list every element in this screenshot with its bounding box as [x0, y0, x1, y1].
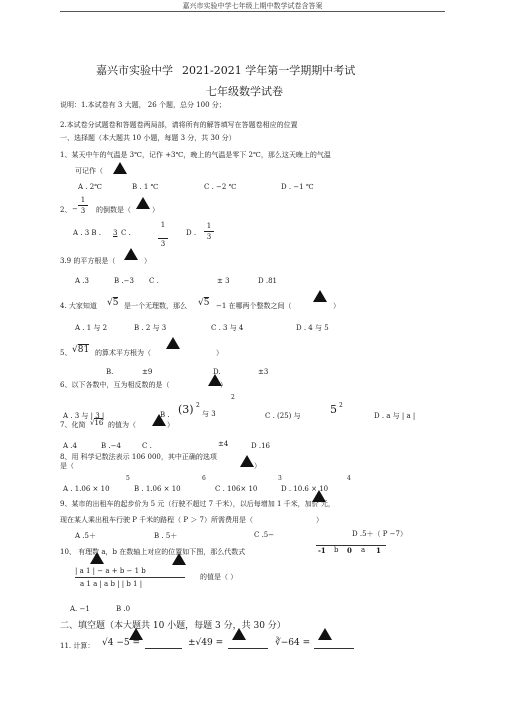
- tick-1: 1: [376, 546, 381, 555]
- q6-opt-c-exp: 2: [339, 402, 343, 409]
- q10-tail: 的值是（ ）: [200, 573, 238, 581]
- q2-opt-b-num: 3: [113, 229, 118, 237]
- answer-triangle-icon: [318, 628, 332, 640]
- q4-opt-b: B . 2 与 3: [134, 324, 167, 332]
- q10-expr-bottom: a 1 a | a b | | b 1 |: [80, 580, 143, 588]
- q3-opt-d: D .81: [258, 277, 277, 285]
- q11-blank-a: [145, 648, 182, 649]
- q9-opt-c: C .5−: [254, 531, 275, 539]
- q6-opt-b-exp-2: 2: [231, 394, 235, 401]
- q9-opt-d: D .5＋（ P −7）: [352, 530, 407, 538]
- q1-stem: 1、某天中午的气温是 3℃，记作 +3℃，晚上的气温是零下 2℃，那么这天晚上的气温: [60, 151, 331, 159]
- q1-opt-d: D . −1 ℃: [281, 183, 314, 191]
- q3-opt-a: A .3: [75, 277, 89, 285]
- q11-part-a: √4 −5 =: [102, 638, 140, 648]
- q5-opt-b: B.: [106, 368, 114, 376]
- q5-stem: 的算术平方根为（: [95, 349, 151, 357]
- q4-opt-a: A . 1 与 2: [75, 324, 108, 332]
- q4-opt-d: D . 4 与 5: [296, 324, 329, 332]
- q9-opt-b: B . 5＋: [154, 532, 178, 540]
- q6-opt-b: B .: [160, 411, 170, 419]
- answer-triangle-icon: [240, 455, 254, 467]
- q6-opt-c-expr: 5: [330, 403, 337, 416]
- q7-opt-b: B .−4: [101, 442, 121, 450]
- q10-stem: 10、 有理数 a，b 在数轴上对应的位置如下图，那么代数式: [60, 548, 246, 556]
- section-2-heading: 二、填空题（本大题共 10 小题，每题 3 分，共 30 分）: [60, 621, 286, 631]
- q10-expr-top: | a 1 | − a + b − 1 b: [75, 567, 146, 575]
- q8-close: ）: [254, 462, 261, 470]
- q6-opt-d: D . a 与 | a |: [374, 412, 416, 420]
- q7-radical: √16: [90, 419, 104, 427]
- q11-part-c: ∛−64 =: [275, 638, 311, 648]
- tick-0: 0: [347, 546, 352, 555]
- q9-line-2: 现在某人乘出租车行驶 P 千米的路程（ P ＞ 7）所需费用是（: [60, 516, 253, 524]
- q11-blank-c: [314, 648, 354, 649]
- q3-stem: 3.9 的平方根是（: [60, 257, 116, 265]
- q8-opt-d: D . 10.6 × 10: [281, 485, 329, 493]
- tick-minus-1: -1: [318, 546, 326, 555]
- q2-opt-d-fraction: [204, 222, 214, 241]
- q6-stem: 6、以下各数中，互为相反数的是（: [60, 381, 170, 389]
- q2-frac-num: 1: [80, 196, 86, 204]
- q1-opt-a: A . 2℃: [78, 183, 103, 191]
- q8-opt-c: C . 106× 10: [215, 485, 258, 493]
- q5-radical: √81: [72, 345, 90, 355]
- q8-opt-b: B . 1.06 × 10: [134, 485, 181, 493]
- q2-num: 2、: [60, 206, 72, 214]
- q11-stem: 11. 计算：: [60, 642, 95, 650]
- q5-opt-d-value: ±3: [258, 368, 269, 376]
- q4-close: ）: [333, 302, 340, 310]
- q7-stem-a: 7、化简: [60, 421, 86, 429]
- q3-close: ）: [144, 257, 151, 265]
- q8-exp-d: 4: [347, 475, 351, 482]
- q3-opt-c: C .: [149, 277, 159, 285]
- q6-opt-b-tail: 与 3: [202, 410, 216, 418]
- q2-opt-a: A . 3 B .: [73, 229, 102, 237]
- q7-opt-d: D .16: [251, 442, 270, 450]
- q6-opt-b-exp: 2: [196, 402, 200, 409]
- header-rule: [60, 11, 445, 12]
- section-1-heading: 一、选择题（本大题共 10 小题，每题 3 分，共 30 分）: [60, 134, 236, 142]
- answer-triangle-icon: [313, 290, 327, 302]
- q8-exp-c: 3: [278, 475, 282, 482]
- q2-stem: 的倒数是（: [96, 206, 131, 214]
- q10-fraction-bar: [75, 577, 185, 578]
- q8-stem: 8、用 科学记数法表示 106 000，其中正确的选项: [60, 453, 217, 461]
- answer-triangle-icon: [312, 490, 326, 502]
- answer-triangle-icon: [166, 337, 180, 349]
- q5-opt-b-value: ±9: [142, 368, 153, 376]
- q2-opt-d-den: 3: [206, 233, 212, 241]
- q4-opt-c: C . 3 与 4: [211, 324, 244, 332]
- answer-triangle-icon: [232, 628, 246, 640]
- q2-opt-d: D .: [186, 229, 197, 237]
- answer-triangle-icon: [113, 162, 127, 174]
- q8-exp-b: 6: [202, 475, 206, 482]
- answer-triangle-icon: [172, 553, 186, 565]
- q7-stem-b: 的值为（: [108, 421, 136, 429]
- tick-a: a: [361, 546, 366, 554]
- q7-opt-c-value: ±4: [218, 440, 229, 448]
- q6-opt-a: A . 3 与 | 3 |: [63, 412, 105, 420]
- q2-minus: −: [72, 205, 78, 213]
- q1-opt-b: B . 1 ℃: [132, 183, 159, 191]
- q9-line-1: 9、某市的出租车的起步价为 5 元（行驶不超过 7 千米），以后每增加 1 千米，加价 元，: [60, 500, 335, 508]
- q2-opt-d-num: 1: [206, 222, 212, 230]
- q2-frac-den: 3: [80, 207, 86, 215]
- exam-title: 2021-2021 学年第一学期期中考试: [182, 64, 356, 77]
- q2-opt-c-fraction: [158, 221, 168, 248]
- q2-fraction: [78, 196, 88, 215]
- answer-triangle-icon: [152, 414, 166, 426]
- q4-stem-a: 4. 大家知道: [60, 302, 97, 310]
- answer-triangle-icon: [124, 248, 138, 260]
- q9-opt-a: A .5＋: [75, 532, 96, 540]
- q2-close: ）: [152, 206, 159, 214]
- q11-blank-b: [228, 648, 268, 649]
- note-1: 说明：1.本试卷有 3 大题， 26 个题，总分 100 分；: [60, 101, 226, 109]
- answer-triangle-icon: [136, 197, 150, 209]
- answer-triangle-icon: [90, 552, 104, 564]
- q4-radical-2: √5: [198, 298, 210, 308]
- q3-opt-c-value: ± 3: [217, 277, 230, 285]
- q8-exp-a: 5: [126, 475, 130, 482]
- q6-opt-c: C . (25) 与: [265, 412, 301, 420]
- q6-close: ）: [220, 381, 227, 389]
- page-header: 嘉兴市实验中学七年级上期中数学试卷含答案: [182, 2, 323, 10]
- school-name: 嘉兴市实验中学: [96, 64, 173, 77]
- q6-opt-b-expr: (3): [178, 403, 194, 416]
- q11-part-b: ±√49 =: [188, 638, 224, 648]
- q4-stem-c: −1 在哪两个整数之间（: [216, 302, 292, 310]
- exam-subtitle: 七年级数学试卷: [206, 85, 283, 98]
- q5-opt-d: D.: [213, 368, 221, 376]
- q7-close: ）: [167, 421, 174, 429]
- note-2: 2.本试卷分试题卷和答题卷两局部，请将所有的解答填写在答题卷相应的位置: [60, 121, 298, 129]
- q2-opt-b-tail: C .: [121, 229, 131, 237]
- q10-opt-b: B .0: [116, 605, 131, 613]
- q1-opt-c: C . −2 ℃: [204, 183, 237, 191]
- q9-close: ）: [316, 516, 323, 524]
- q2-opt-c-den: 3: [160, 240, 166, 248]
- q1-cont: 可记作（: [75, 167, 103, 175]
- answer-triangle-icon: [129, 628, 143, 640]
- q5-num: 5、: [60, 349, 72, 357]
- q2-opt-c-num: 1: [160, 221, 166, 229]
- q5-close: ）: [216, 349, 223, 357]
- q8-cont: 是（: [60, 462, 74, 470]
- q10-opt-a: A. −1: [70, 605, 90, 613]
- q7-opt-c: C .: [142, 442, 152, 450]
- q7-opt-a: A .4: [63, 442, 77, 450]
- q8-opt-a: A . 1.06 × 10: [63, 485, 110, 493]
- tick-b: b: [334, 546, 339, 554]
- q4-radical-1: √5: [107, 298, 119, 308]
- q3-opt-b: B .−3: [114, 277, 134, 285]
- q4-stem-b: 是一个无理数，那么: [124, 302, 187, 310]
